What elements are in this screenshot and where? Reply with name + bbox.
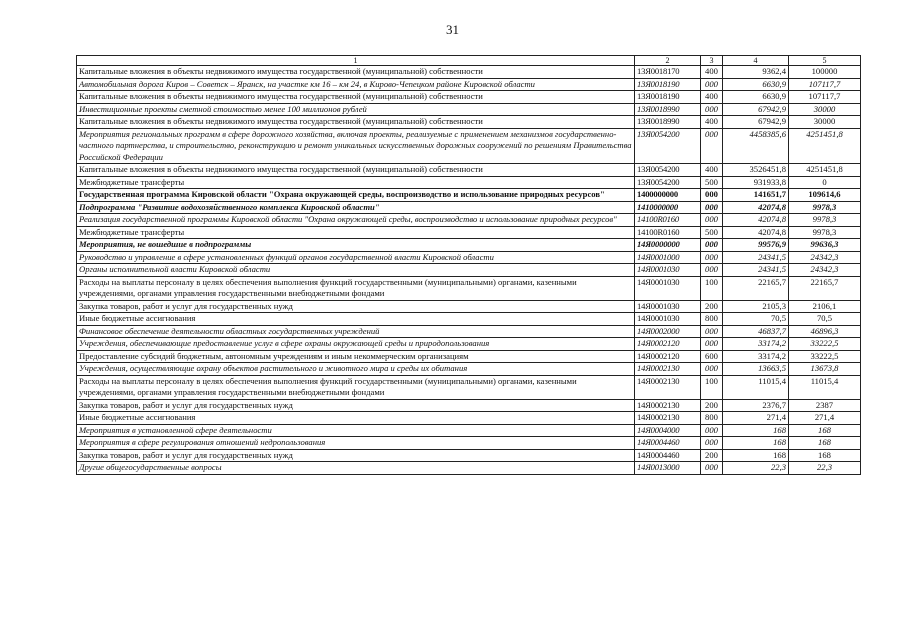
row-value-2025-cell: 30000 bbox=[789, 103, 861, 116]
row-code-cell: 14Я0002120 bbox=[635, 350, 701, 363]
row-value-2025-cell: 271,4 bbox=[789, 412, 861, 425]
table-row bbox=[77, 264, 861, 277]
row-name-cell: Другие общегосударственные вопросы bbox=[77, 462, 635, 475]
row-value-2025-cell: 2106,1 bbox=[789, 300, 861, 313]
row-value-2025-cell: 100000 bbox=[789, 66, 861, 79]
row-value-2024-cell: 33174,2 bbox=[723, 350, 789, 363]
row-name-cell: Руководство и управление в сфере установленных функций органов государственной власти Кировской области bbox=[77, 251, 635, 264]
row-value-2025-cell: 9978,3 bbox=[789, 226, 861, 239]
table-row bbox=[77, 399, 861, 412]
table-row bbox=[77, 350, 861, 363]
row-value-2024-cell: 70,5 bbox=[723, 313, 789, 326]
row-code-cell: 13Я0018170 bbox=[635, 66, 701, 79]
row-value-2024-cell: 42074,8 bbox=[723, 201, 789, 214]
row-name-cell: Финансовое обеспечение деятельности областных государственных учреждений bbox=[77, 325, 635, 338]
row-type-cell: 100 bbox=[701, 276, 723, 300]
row-name-cell: Мероприятия, не вошедшие в подпрограммы bbox=[77, 239, 635, 252]
table-row bbox=[77, 189, 861, 202]
table-row bbox=[77, 201, 861, 214]
row-type-cell: 000 bbox=[701, 201, 723, 214]
row-name-cell: Закупка товаров, работ и услуг для государственных нужд bbox=[77, 449, 635, 462]
row-type-cell: 200 bbox=[701, 300, 723, 313]
table-row bbox=[77, 176, 861, 189]
table-row bbox=[77, 313, 861, 326]
table-row bbox=[77, 300, 861, 313]
row-value-2024-cell: 24341,5 bbox=[723, 264, 789, 277]
row-name-cell: Межбюджетные трансферты bbox=[77, 226, 635, 239]
row-value-2025-cell: 4251451,8 bbox=[789, 128, 861, 164]
row-code-cell: 14100R0160 bbox=[635, 214, 701, 227]
row-value-2024-cell: 33174,2 bbox=[723, 338, 789, 351]
table-row bbox=[77, 325, 861, 338]
row-value-2024-cell: 42074,8 bbox=[723, 226, 789, 239]
row-value-2024-cell: 4458385,6 bbox=[723, 128, 789, 164]
row-type-cell: 500 bbox=[701, 226, 723, 239]
row-code-cell: 13Я0054200 bbox=[635, 176, 701, 189]
row-type-cell: 800 bbox=[701, 313, 723, 326]
table-row bbox=[77, 116, 861, 129]
row-value-2024-cell: 9362,4 bbox=[723, 66, 789, 79]
row-name-cell: Мероприятия в сфере регулирования отношений недропользования bbox=[77, 437, 635, 450]
row-code-cell: 14Я0002000 bbox=[635, 325, 701, 338]
row-type-cell: 000 bbox=[701, 78, 723, 91]
row-value-2024-cell: 24341,5 bbox=[723, 251, 789, 264]
row-name-cell: Учреждения, обеспечивающие предоставление услуг в сфере охраны окружающей среды и природопользования bbox=[77, 338, 635, 351]
row-code-cell: 14Я0001030 bbox=[635, 300, 701, 313]
table-row bbox=[77, 462, 861, 475]
row-code-cell: 14Я0001000 bbox=[635, 251, 701, 264]
table-row bbox=[77, 226, 861, 239]
row-value-2024-cell: 42074,8 bbox=[723, 214, 789, 227]
row-type-cell: 000 bbox=[701, 264, 723, 277]
row-code-cell: 14Я0004000 bbox=[635, 424, 701, 437]
row-type-cell: 400 bbox=[701, 91, 723, 104]
row-code-cell: 14Я0001030 bbox=[635, 276, 701, 300]
table-row bbox=[77, 251, 861, 264]
row-type-cell: 000 bbox=[701, 424, 723, 437]
row-value-2025-cell: 46896,3 bbox=[789, 325, 861, 338]
row-value-2024-cell: 931933,8 bbox=[723, 176, 789, 189]
row-value-2025-cell: 168 bbox=[789, 437, 861, 450]
table-header-row bbox=[77, 56, 861, 66]
row-value-2025-cell: 24342,3 bbox=[789, 251, 861, 264]
row-type-cell: 000 bbox=[701, 338, 723, 351]
row-value-2025-cell: 9978,3 bbox=[789, 214, 861, 227]
row-code-cell: 1400000000 bbox=[635, 189, 701, 202]
row-value-2025-cell: 168 bbox=[789, 424, 861, 437]
row-code-cell: 14Я0002130 bbox=[635, 363, 701, 376]
row-value-2025-cell: 0 bbox=[789, 176, 861, 189]
row-value-2025-cell: 4251451,8 bbox=[789, 164, 861, 177]
row-code-cell: 14Я0004460 bbox=[635, 437, 701, 450]
row-value-2024-cell: 13663,5 bbox=[723, 363, 789, 376]
budget-table bbox=[76, 55, 861, 475]
row-value-2025-cell: 33222,5 bbox=[789, 350, 861, 363]
row-type-cell: 000 bbox=[701, 128, 723, 164]
row-name-cell: Закупка товаров, работ и услуг для государственных нужд bbox=[77, 399, 635, 412]
table-row bbox=[77, 128, 861, 164]
row-type-cell: 200 bbox=[701, 449, 723, 462]
row-value-2024-cell: 22165,7 bbox=[723, 276, 789, 300]
row-type-cell: 800 bbox=[701, 412, 723, 425]
row-type-cell: 000 bbox=[701, 214, 723, 227]
row-value-2024-cell: 67942,9 bbox=[723, 103, 789, 116]
row-type-cell: 000 bbox=[701, 437, 723, 450]
row-name-cell: Межбюджетные трансферты bbox=[77, 176, 635, 189]
table-row bbox=[77, 375, 861, 399]
row-name-cell: Реализация государственной программы Кировской области "Охрана окружающей среды, воспроизводство и использование природных ресурсов" bbox=[77, 214, 635, 227]
table-row bbox=[77, 239, 861, 252]
row-value-2025-cell: 13673,8 bbox=[789, 363, 861, 376]
row-type-cell: 000 bbox=[701, 189, 723, 202]
table-row bbox=[77, 214, 861, 227]
row-code-cell: 14Я0002120 bbox=[635, 338, 701, 351]
row-name-cell: Предоставление субсидий бюджетным, автономным учреждениям и иным некоммерческим организациям bbox=[77, 350, 635, 363]
row-name-cell: Автомобильная дорога Киров – Советск – Яранск, на участке км 16 – км 24, в Кирово-Чепецком районе Кировской области bbox=[77, 78, 635, 91]
row-value-2025-cell: 11015,4 bbox=[789, 375, 861, 399]
row-value-2024-cell: 11015,4 bbox=[723, 375, 789, 399]
row-type-cell: 100 bbox=[701, 375, 723, 399]
row-type-cell: 000 bbox=[701, 363, 723, 376]
row-code-cell: 13Я0018990 bbox=[635, 116, 701, 129]
row-code-cell: 14Я0004460 bbox=[635, 449, 701, 462]
row-name-cell: Иные бюджетные ассигнования bbox=[77, 313, 635, 326]
row-type-cell: 500 bbox=[701, 176, 723, 189]
row-code-cell: 14Я0001030 bbox=[635, 313, 701, 326]
row-type-cell: 200 bbox=[701, 399, 723, 412]
row-value-2024-cell: 2105,3 bbox=[723, 300, 789, 313]
header-col-5: 5 bbox=[789, 56, 861, 66]
table-row bbox=[77, 338, 861, 351]
row-code-cell: 14Я0002130 bbox=[635, 412, 701, 425]
header-col-1: 1 bbox=[77, 56, 635, 66]
row-name-cell: Инвестиционные проекты сметной стоимостью менее 100 миллионов рублей bbox=[77, 103, 635, 116]
row-code-cell: 13Я0018990 bbox=[635, 103, 701, 116]
table-row bbox=[77, 103, 861, 116]
row-name-cell: Расходы на выплаты персоналу в целях обеспечения выполнения функций государственными (муниципальными) органами, казенными учреждениями, органами управления государственными внебюджетными фондами bbox=[77, 276, 635, 300]
row-value-2024-cell: 3526451,8 bbox=[723, 164, 789, 177]
row-type-cell: 000 bbox=[701, 239, 723, 252]
row-type-cell: 000 bbox=[701, 103, 723, 116]
row-type-cell: 000 bbox=[701, 325, 723, 338]
row-value-2024-cell: 271,4 bbox=[723, 412, 789, 425]
row-value-2025-cell: 24342,3 bbox=[789, 264, 861, 277]
row-value-2024-cell: 6630,9 bbox=[723, 78, 789, 91]
row-value-2025-cell: 9978,3 bbox=[789, 201, 861, 214]
row-type-cell: 600 bbox=[701, 350, 723, 363]
table-row bbox=[77, 449, 861, 462]
row-code-cell: 13Я0018190 bbox=[635, 91, 701, 104]
row-value-2024-cell: 67942,9 bbox=[723, 116, 789, 129]
header-col-3: 3 bbox=[701, 56, 723, 66]
row-name-cell: Мероприятия в установленной сфере деятельности bbox=[77, 424, 635, 437]
row-name-cell: Государственная программа Кировской области "Охрана окружающей среды, воспроизводство и использование природных ресурсов" bbox=[77, 189, 635, 202]
row-value-2024-cell: 2376,7 bbox=[723, 399, 789, 412]
row-value-2024-cell: 6630,9 bbox=[723, 91, 789, 104]
row-name-cell: Подпрограмма "Развитие водохозяйственного комплекса Кировской области" bbox=[77, 201, 635, 214]
row-code-cell: 14100R0160 bbox=[635, 226, 701, 239]
row-name-cell: Иные бюджетные ассигнования bbox=[77, 412, 635, 425]
row-value-2025-cell: 99636,3 bbox=[789, 239, 861, 252]
row-value-2025-cell: 33222,5 bbox=[789, 338, 861, 351]
row-code-cell: 13Я0018190 bbox=[635, 78, 701, 91]
row-value-2024-cell: 141651,7 bbox=[723, 189, 789, 202]
row-name-cell: Расходы на выплаты персоналу в целях обеспечения выполнения функций государственными (муниципальными) органами, казенными учреждениями, органами управления государственными внебюджетными фондами bbox=[77, 375, 635, 399]
row-value-2025-cell: 22,3 bbox=[789, 462, 861, 475]
row-value-2025-cell: 109614,6 bbox=[789, 189, 861, 202]
row-name-cell: Капитальные вложения в объекты недвижимого имущества государственной (муниципальной) собственности bbox=[77, 164, 635, 177]
table-row bbox=[77, 164, 861, 177]
row-name-cell: Органы исполнительной власти Кировской области bbox=[77, 264, 635, 277]
row-value-2025-cell: 107117,7 bbox=[789, 78, 861, 91]
row-type-cell: 000 bbox=[701, 251, 723, 264]
row-value-2025-cell: 70,5 bbox=[789, 313, 861, 326]
table-row bbox=[77, 424, 861, 437]
row-name-cell: Закупка товаров, работ и услуг для государственных нужд bbox=[77, 300, 635, 313]
row-value-2024-cell: 99576,9 bbox=[723, 239, 789, 252]
row-code-cell: 13Я0054200 bbox=[635, 128, 701, 164]
row-value-2024-cell: 168 bbox=[723, 424, 789, 437]
row-value-2025-cell: 2387 bbox=[789, 399, 861, 412]
row-code-cell: 14Я0000000 bbox=[635, 239, 701, 252]
row-type-cell: 400 bbox=[701, 66, 723, 79]
row-type-cell: 400 bbox=[701, 116, 723, 129]
row-type-cell: 400 bbox=[701, 164, 723, 177]
header-col-4: 4 bbox=[723, 56, 789, 66]
header-col-2: 2 bbox=[635, 56, 701, 66]
row-value-2025-cell: 168 bbox=[789, 449, 861, 462]
row-name-cell: Капитальные вложения в объекты недвижимого имущества государственной (муниципальной) собственности bbox=[77, 91, 635, 104]
table-row bbox=[77, 78, 861, 91]
row-code-cell: 14Я0002130 bbox=[635, 399, 701, 412]
row-code-cell: 14Я0013000 bbox=[635, 462, 701, 475]
row-code-cell: 13Я0054200 bbox=[635, 164, 701, 177]
row-name-cell: Капитальные вложения в объекты недвижимого имущества государственной (муниципальной) собственности bbox=[77, 116, 635, 129]
row-type-cell: 000 bbox=[701, 462, 723, 475]
table-row bbox=[77, 363, 861, 376]
page-number: 31 bbox=[446, 22, 459, 37]
table-row bbox=[77, 412, 861, 425]
table-row bbox=[77, 91, 861, 104]
table-body bbox=[77, 66, 861, 475]
table-row bbox=[77, 276, 861, 300]
row-value-2025-cell: 30000 bbox=[789, 116, 861, 129]
table-row bbox=[77, 437, 861, 450]
row-name-cell: Мероприятия региональных программ в сфере дорожного хозяйства, включая проекты, реализуемые с применением механизмов государственно-частного партнерства, и строительство, реконструкцию и ремонт уникальных искусственных дорожных сооружений по решениям Правительства Российской Федерации bbox=[77, 128, 635, 164]
row-value-2025-cell: 107117,7 bbox=[789, 91, 861, 104]
row-value-2024-cell: 22,3 bbox=[723, 462, 789, 475]
row-code-cell: 1410000000 bbox=[635, 201, 701, 214]
row-code-cell: 14Я0002130 bbox=[635, 375, 701, 399]
row-name-cell: Учреждения, осуществляющие охрану объектов растительного и животного мира и среды их обитания bbox=[77, 363, 635, 376]
table-row bbox=[77, 66, 861, 79]
row-name-cell: Капитальные вложения в объекты недвижимого имущества государственной (муниципальной) собственности bbox=[77, 66, 635, 79]
row-value-2024-cell: 168 bbox=[723, 449, 789, 462]
row-value-2024-cell: 46837,7 bbox=[723, 325, 789, 338]
row-value-2024-cell: 168 bbox=[723, 437, 789, 450]
row-value-2025-cell: 22165,7 bbox=[789, 276, 861, 300]
row-code-cell: 14Я0001030 bbox=[635, 264, 701, 277]
